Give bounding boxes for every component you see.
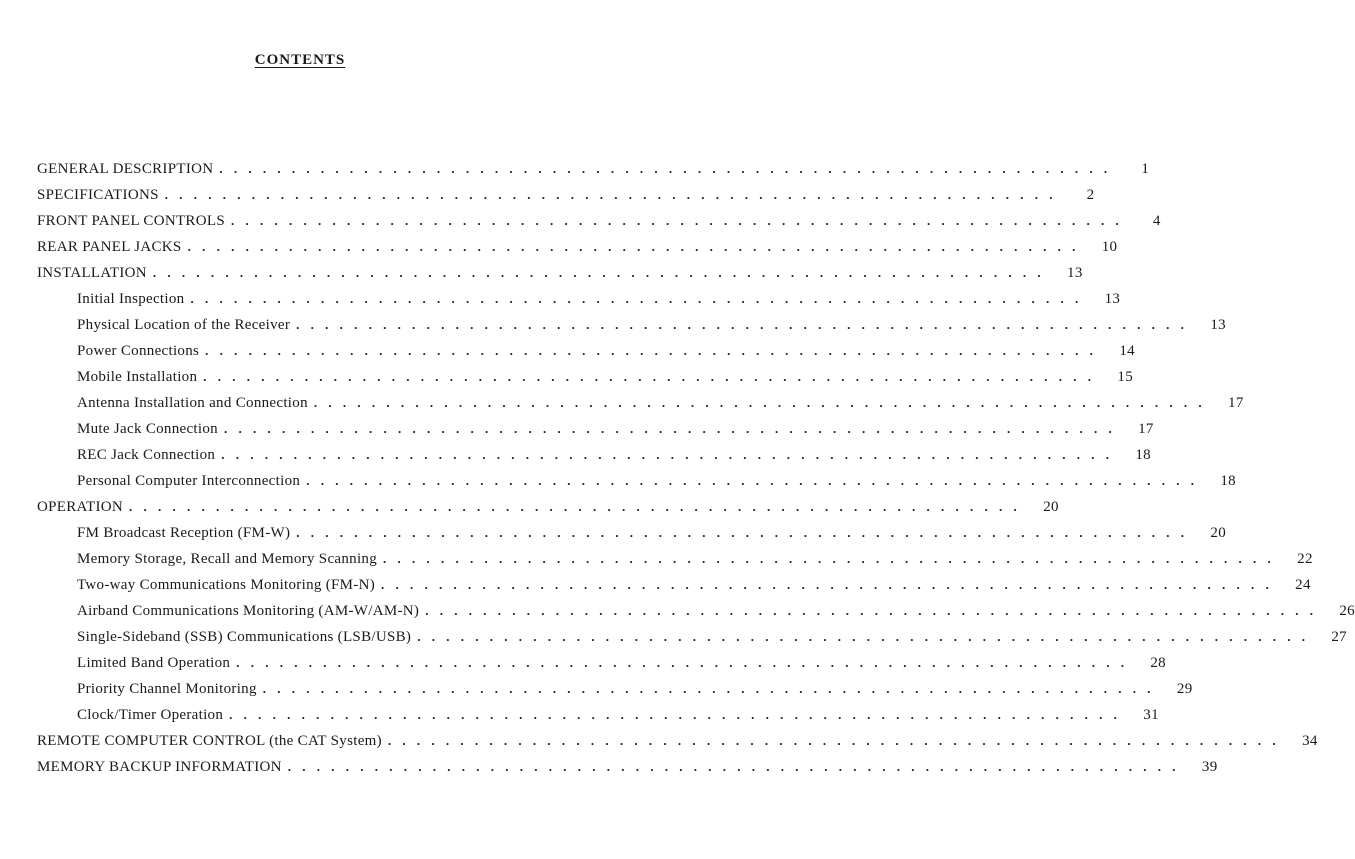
toc-entry-page-number: 2 bbox=[1086, 186, 1095, 203]
toc-entry-label: Personal Computer Interconnection bbox=[77, 472, 301, 489]
toc-dot-leader: . . . . . . . . . . . . . . . . . . . . . . . . . . . . . . . . . . . . . . . . . . . . . . . . . . . . . . . . . . . . . . bbox=[417, 629, 1309, 644]
toc-entry-label: FRONT PANEL CONTROLS bbox=[37, 212, 225, 229]
toc-entry bbox=[0, 650, 1166, 676]
toc-dot-leader: . . . . . . . . . . . . . . . . . . . . . . . . . . . . . . . . . . . . . . . . . . . . . . . . . . . . . . . . . . . . . . bbox=[223, 421, 1116, 436]
toc-dot-leader: . . . . . . . . . . . . . . . . . . . . . . . . . . . . . . . . . . . . . . . . . . . . . . . . . . . . . . . . . . . . . . bbox=[229, 707, 1121, 722]
toc-entry-label: Two-way Communications Monitoring (FM-N) bbox=[77, 576, 376, 593]
toc-dot-leader: . . . . . . . . . . . . . . . . . . . . . . . . . . . . . . . . . . . . . . . . . . . . . . . . . . . . . . . . . . . . . . bbox=[190, 291, 1083, 306]
toc-entry bbox=[0, 728, 1318, 754]
toc-dot-leader: . . . . . . . . . . . . . . . . . . . . . . . . . . . . . . . . . . . . . . . . . . . . . . . . . . . . . . . . . . . . . . bbox=[425, 603, 1317, 618]
toc-entry bbox=[0, 208, 1161, 234]
toc-entry-page-number: 34 bbox=[1302, 732, 1318, 749]
toc-entry-page-number: 14 bbox=[1119, 342, 1135, 359]
toc-entry-page-number: 13 bbox=[1210, 316, 1226, 333]
toc-dot-leader: . . . . . . . . . . . . . . . . . . . . . . . . . . . . . . . . . . . . . . . . . . . . . . . . . . . . . . . . . . . . . . bbox=[205, 343, 1097, 358]
toc-entry-page-number: 4 bbox=[1152, 212, 1161, 229]
toc-entry bbox=[0, 676, 1193, 702]
toc-dot-leader: . . . . . . . . . . . . . . . . . . . . . . . . . . . . . . . . . . . . . . . . . . . . . . . . . . . . . . . . . . . . . . bbox=[164, 187, 1057, 202]
toc-entry-page-number: 18 bbox=[1135, 446, 1151, 463]
toc-entry bbox=[0, 338, 1135, 364]
toc-entry-page-number: 10 bbox=[1101, 238, 1118, 255]
toc-dot-leader: . . . . . . . . . . . . . . . . . . . . . . . . . . . . . . . . . . . . . . . . . . . . . . . . . . . . . . . . . . . . . . bbox=[296, 525, 1188, 540]
toc-entry bbox=[0, 598, 1355, 624]
toc-entry-page-number: 13 bbox=[1067, 264, 1083, 281]
toc-entry-label: Priority Channel Monitoring bbox=[77, 680, 257, 697]
toc-dot-leader: . . . . . . . . . . . . . . . . . . . . . . . . . . . . . . . . . . . . . . . . . . . . . . . . . . . . . . . . . . . . . . bbox=[313, 395, 1206, 410]
toc-entry-label: SPECIFICATIONS bbox=[37, 186, 159, 203]
toc-entry-label: FM Broadcast Reception (FM-W) bbox=[77, 524, 291, 541]
toc-entry-label: Physical Location of the Receiver bbox=[77, 316, 291, 333]
toc-entry-page-number: 20 bbox=[1210, 524, 1226, 541]
toc-entry bbox=[0, 416, 1154, 442]
toc-entry-label: Limited Band Operation bbox=[77, 654, 231, 671]
toc-entry-label: Initial Inspection bbox=[77, 290, 185, 307]
toc-entry bbox=[0, 260, 1083, 286]
toc-entry bbox=[0, 494, 1059, 520]
toc-dot-leader: . . . . . . . . . . . . . . . . . . . . . . . . . . . . . . . . . . . . . . . . . . . . . . . . . . . . . . . . . . . . . . bbox=[219, 161, 1112, 176]
toc-entry bbox=[0, 364, 1134, 390]
toc-dot-leader: . . . . . . . . . . . . . . . . . . . . . . . . . . . . . . . . . . . . . . . . . . . . . . . . . . . . . . . . . . . . . . bbox=[262, 681, 1155, 696]
toc-entry-label: GENERAL DESCRIPTION bbox=[37, 160, 214, 177]
toc-entry-label: INSTALLATION bbox=[37, 264, 147, 281]
page-title-text: CONTENTS bbox=[254, 52, 346, 68]
toc-entry-page-number: 1 bbox=[1141, 160, 1150, 177]
toc-entry-label: Antenna Installation and Connection bbox=[77, 394, 308, 411]
toc-entry-label: Airband Communications Monitoring (AM-W/AM-N) bbox=[77, 602, 420, 619]
toc-entry-page-number: 13 bbox=[1104, 290, 1121, 307]
toc-entry-page-number: 22 bbox=[1297, 550, 1313, 567]
toc-entry-page-number: 15 bbox=[1117, 368, 1134, 385]
toc-dot-leader: . . . . . . . . . . . . . . . . . . . . . . . . . . . . . . . . . . . . . . . . . . . . . . . . . . . . . . . . . . . . . . bbox=[236, 655, 1128, 670]
toc-entry bbox=[0, 520, 1226, 546]
toc-entry-label: MEMORY BACKUP INFORMATION bbox=[37, 758, 282, 775]
toc-entry-page-number: 18 bbox=[1220, 472, 1236, 489]
toc-entry-label: Power Connections bbox=[77, 342, 200, 359]
toc-entry bbox=[0, 624, 1347, 650]
toc-dot-leader: . . . . . . . . . . . . . . . . . . . . . . . . . . . . . . . . . . . . . . . . . . . . . . . . . . . . . . . . . . . . . . bbox=[129, 499, 1021, 514]
toc-entry-page-number: 27 bbox=[1331, 628, 1347, 645]
toc-entry-label: Clock/Timer Operation bbox=[77, 706, 224, 723]
toc-entry-label: Mute Jack Connection bbox=[77, 420, 218, 437]
toc-entry-page-number: 17 bbox=[1138, 420, 1154, 437]
page-title bbox=[0, 52, 600, 69]
toc-entry bbox=[0, 312, 1226, 338]
toc-dot-leader: . . . . . . . . . . . . . . . . . . . . . . . . . . . . . . . . . . . . . . . . . . . . . . . . . . . . . . . . . . . . . . bbox=[230, 213, 1123, 228]
toc-entry-label: REC Jack Connection bbox=[77, 446, 216, 463]
toc-entry-page-number: 17 bbox=[1228, 394, 1244, 411]
toc-dot-leader: . . . . . . . . . . . . . . . . . . . . . . . . . . . . . . . . . . . . . . . . . . . . . . . . . . . . . . . . . . . . . . bbox=[381, 577, 1273, 592]
toc-entry-label: REMOTE COMPUTER CONTROL (the CAT System) bbox=[37, 732, 382, 749]
toc-dot-leader: . . . . . . . . . . . . . . . . . . . . . . . . . . . . . . . . . . . . . . . . . . . . . . . . . . . . . . . . . . . . . . bbox=[383, 551, 1275, 566]
toc-entry-label: Memory Storage, Recall and Memory Scanning bbox=[77, 550, 378, 567]
toc-entry-label: OPERATION bbox=[37, 498, 124, 515]
toc-entry bbox=[0, 156, 1150, 182]
toc-dot-leader: . . . . . . . . . . . . . . . . . . . . . . . . . . . . . . . . . . . . . . . . . . . . . . . . . . . . . . . . . . . . . . bbox=[387, 733, 1280, 748]
toc-entry bbox=[0, 754, 1218, 780]
toc-entry-page-number: 20 bbox=[1043, 498, 1059, 515]
toc-entry bbox=[0, 468, 1236, 494]
toc-entry bbox=[0, 442, 1151, 468]
toc-entry bbox=[0, 390, 1244, 416]
toc-dot-leader: . . . . . . . . . . . . . . . . . . . . . . . . . . . . . . . . . . . . . . . . . . . . . . . . . . . . . . . . . . . . . . bbox=[221, 447, 1113, 462]
toc-entry-page-number: 28 bbox=[1150, 654, 1166, 671]
toc-entry-page-number: 29 bbox=[1176, 680, 1193, 697]
toc-entry bbox=[0, 702, 1159, 728]
toc-dot-leader: . . . . . . . . . . . . . . . . . . . . . . . . . . . . . . . . . . . . . . . . . . . . . . . . . . . . . . . . . . . . . . bbox=[152, 265, 1045, 280]
toc-entry bbox=[0, 572, 1311, 598]
toc-entry-page-number: 24 bbox=[1295, 576, 1311, 593]
toc-entry-label: Mobile Installation bbox=[77, 368, 198, 385]
toc-dot-leader: . . . . . . . . . . . . . . . . . . . . . . . . . . . . . . . . . . . . . . . . . . . . . . . . . . . . . . . . . . . . . . bbox=[296, 317, 1188, 332]
toc-entry bbox=[0, 286, 1121, 312]
toc-dot-leader: . . . . . . . . . . . . . . . . . . . . . . . . . . . . . . . . . . . . . . . . . . . . . . . . . . . . . . . . . . . . . . bbox=[287, 759, 1180, 774]
toc-entry bbox=[0, 234, 1118, 260]
toc-entry bbox=[0, 546, 1313, 572]
toc-entry-page-number: 26 bbox=[1339, 602, 1355, 619]
table-of-contents bbox=[0, 156, 1355, 780]
toc-entry-page-number: 31 bbox=[1143, 706, 1159, 723]
toc-dot-leader: . . . . . . . . . . . . . . . . . . . . . . . . . . . . . . . . . . . . . . . . . . . . . . . . . . . . . . . . . . . . . . bbox=[306, 473, 1198, 488]
toc-entry-label: Single-Sideband (SSB) Communications (LSB/USB) bbox=[77, 628, 412, 645]
toc-entry-page-number: 39 bbox=[1201, 758, 1218, 775]
toc-entry-label: REAR PANEL JACKS bbox=[37, 238, 182, 255]
toc-dot-leader: . . . . . . . . . . . . . . . . . . . . . . . . . . . . . . . . . . . . . . . . . . . . . . . . . . . . . . . . . . . . . . bbox=[187, 239, 1080, 254]
toc-entry bbox=[0, 182, 1095, 208]
toc-dot-leader: . . . . . . . . . . . . . . . . . . . . . . . . . . . . . . . . . . . . . . . . . . . . . . . . . . . . . . . . . . . . . . bbox=[203, 369, 1096, 384]
